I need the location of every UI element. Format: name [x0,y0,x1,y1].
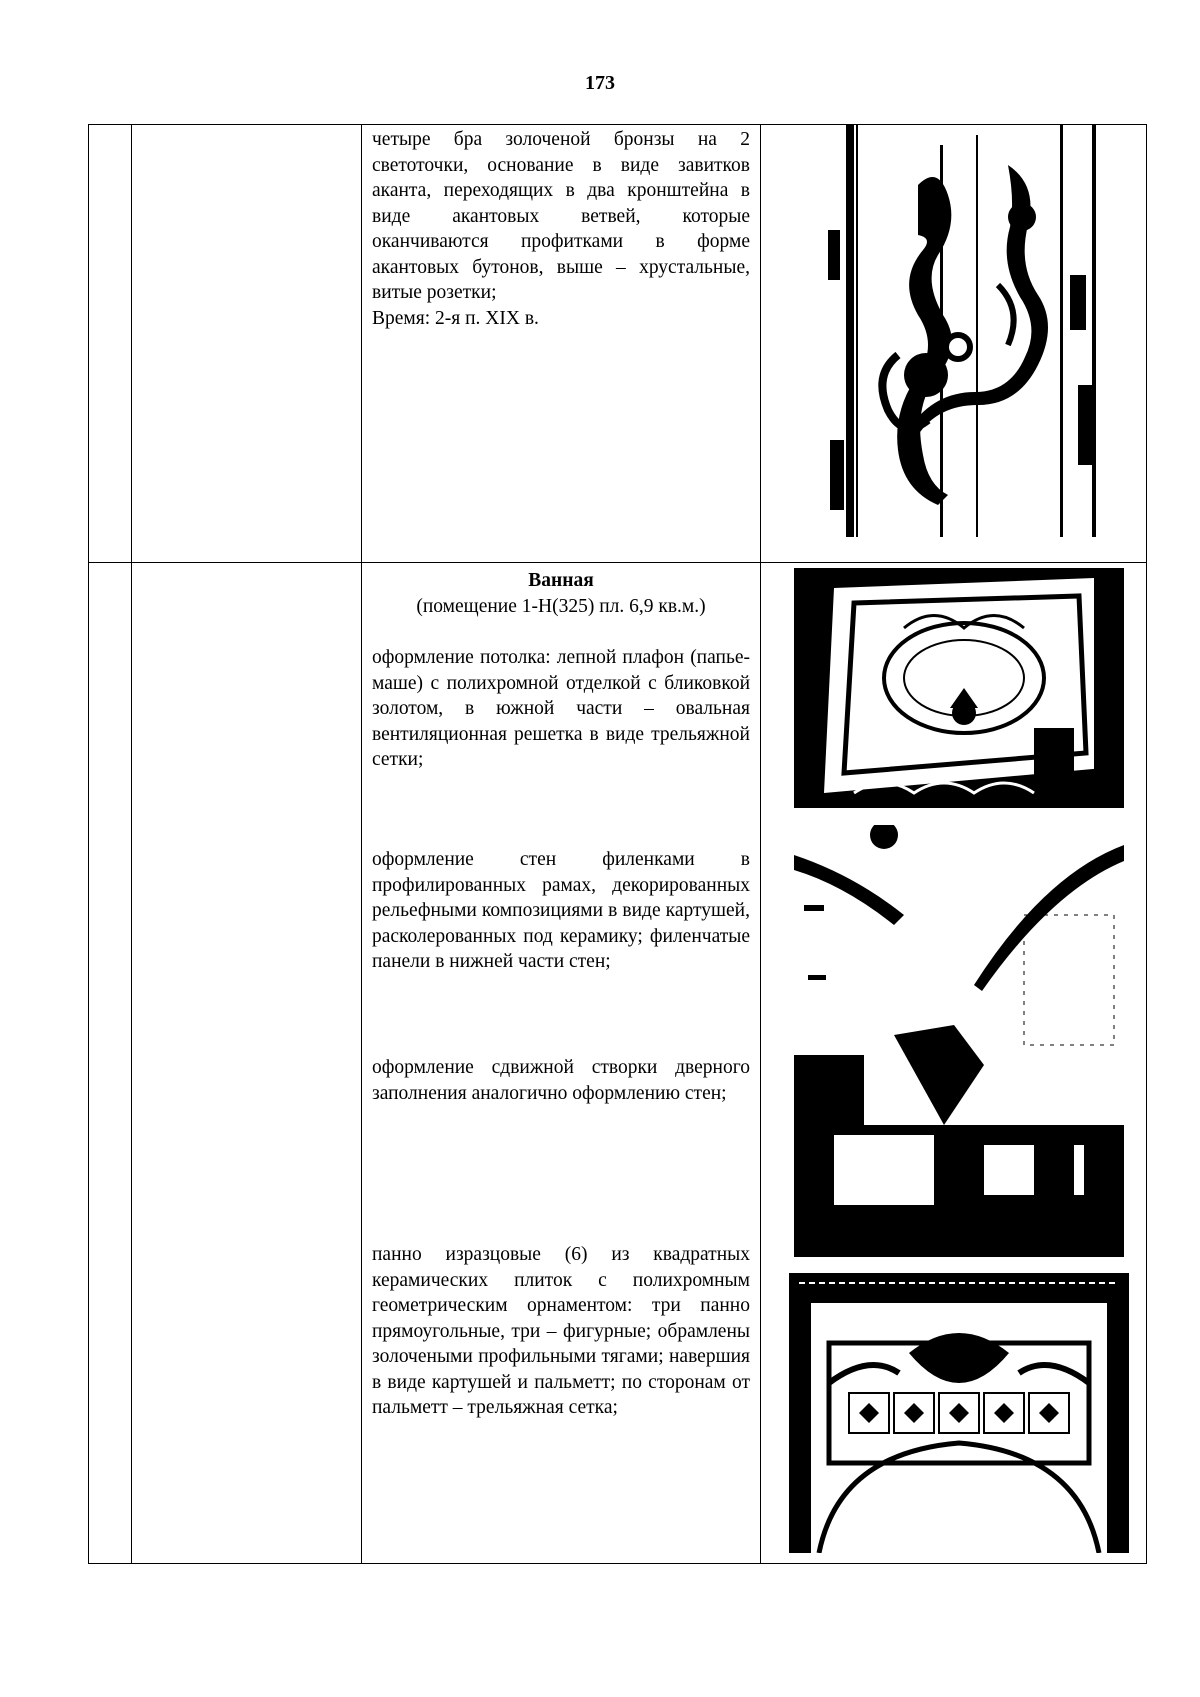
ceiling-photo [794,568,1124,808]
column-divider [361,125,362,1563]
panels-description: панно изразцовые (6) из квадратных керамических плиток с полихромным геометрическим орнаментом: три панно прямоугольные, три – фигурные; обрамлены золочеными профильными тягами; навершия в виде картушей и пальметт; по сторонам от пальметт – трельяжная сетка; [372,1244,750,1418]
row1-description-cell [372,127,750,331]
walls-text-cell [372,847,750,975]
tile-panel-photo [789,1273,1129,1553]
column-divider [760,125,761,1563]
row-divider [89,562,1146,563]
row1-description: четыре бра золоченой бронзы на 2 светоточки, основание в виде завитков аканта, переходящих в два кронштейна в виде акантовых ветвей, которые оканчиваются профитками в форме акантовых бутонов, выше – хрустальные, витые розетки; [372,129,750,303]
panels-text-cell [372,1242,750,1421]
row1-time: Время: 2-я п. XIX в. [372,307,539,329]
room-heading: Ванная [528,570,594,591]
sconce-image [808,125,1110,537]
ceiling-image [794,568,1124,808]
wall-photo [794,825,1124,1257]
walls-description: оформление стен филенками в профилированных рамах, декорированных рельефными композициями в виде картушей, расколерованных под керамику; филенчатые панели в нижней части стен; [372,849,750,972]
wall-image [794,825,1124,1257]
row2-description-cell [372,568,750,619]
door-text-cell [372,1055,750,1106]
sconce-photo [808,125,1110,537]
page-number: 173 [585,72,615,94]
door-description: оформление сдвижной створки дверного заполнения аналогично оформлению стен; [372,1057,750,1104]
column-divider [131,125,132,1563]
ceiling-description: оформление потолка: лепной плафон (папье-маше) с полихромной отделкой с бликовкой золотом, в южной части – овальная вентиляционная решетка в виде трельяжной сетки; [372,647,750,770]
ceiling-text-cell [372,645,750,773]
tile-panel-image [789,1273,1129,1553]
room-subheading: (помещение 1-Н(325) пл. 6,9 кв.м.) [416,595,706,617]
inventory-table [88,124,1147,1564]
